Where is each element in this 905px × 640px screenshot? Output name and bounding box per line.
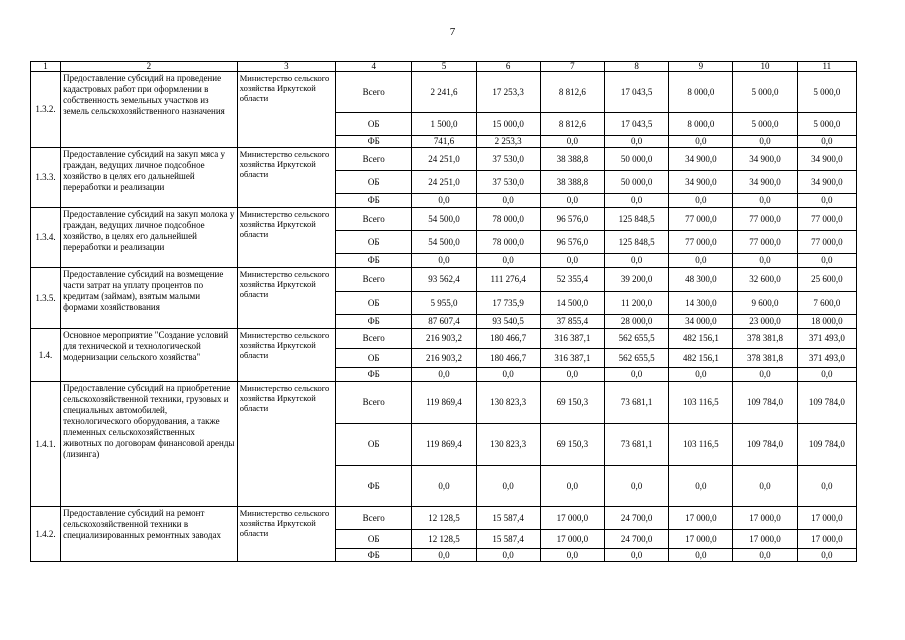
amount-cell: 17 000,0 bbox=[669, 507, 733, 530]
amount-cell: 17 043,5 bbox=[605, 113, 669, 136]
funding-source: ФБ bbox=[336, 136, 412, 148]
amount-cell: 28 000,0 bbox=[605, 315, 669, 329]
amount-cell: 7 600,0 bbox=[797, 292, 856, 315]
amount-cell: 0,0 bbox=[412, 466, 476, 507]
amount-cell: 371 493,0 bbox=[797, 329, 856, 349]
amount-cell: 23 000,0 bbox=[733, 315, 797, 329]
column-number: 2 bbox=[61, 62, 238, 72]
amount-cell: 54 500,0 bbox=[412, 231, 476, 254]
amount-cell: 8 000,0 bbox=[669, 113, 733, 136]
amount-cell: 54 500,0 bbox=[412, 208, 476, 231]
amount-cell: 0,0 bbox=[733, 466, 797, 507]
funding-source: ОБ bbox=[336, 349, 412, 368]
amount-cell: 25 600,0 bbox=[797, 268, 856, 292]
amount-cell: 77 000,0 bbox=[733, 208, 797, 231]
amount-cell: 77 000,0 bbox=[733, 231, 797, 254]
amount-cell: 2 253,3 bbox=[476, 136, 540, 148]
amount-cell: 103 116,5 bbox=[669, 424, 733, 466]
amount-cell: 0,0 bbox=[605, 368, 669, 382]
amount-cell: 111 276,4 bbox=[476, 268, 540, 292]
amount-cell: 0,0 bbox=[669, 136, 733, 148]
amount-cell: 77 000,0 bbox=[669, 208, 733, 231]
amount-cell: 0,0 bbox=[733, 368, 797, 382]
amount-cell: 0,0 bbox=[797, 194, 856, 208]
amount-cell: 15 000,0 bbox=[476, 113, 540, 136]
amount-cell: 180 466,7 bbox=[476, 349, 540, 368]
amount-cell: 17 253,3 bbox=[476, 72, 540, 113]
amount-cell: 741,6 bbox=[412, 136, 476, 148]
amount-cell: 0,0 bbox=[605, 254, 669, 268]
amount-cell: 34 900,0 bbox=[669, 171, 733, 194]
column-number-row bbox=[31, 62, 857, 72]
funding-source: ФБ bbox=[336, 368, 412, 382]
amount-cell: 0,0 bbox=[669, 254, 733, 268]
column-number: 10 bbox=[733, 62, 797, 72]
funding-source: ОБ bbox=[336, 113, 412, 136]
amount-cell: 125 848,5 bbox=[605, 231, 669, 254]
amount-cell: 50 000,0 bbox=[605, 148, 669, 171]
amount-cell: 17 735,9 bbox=[476, 292, 540, 315]
amount-cell: 0,0 bbox=[476, 466, 540, 507]
amount-cell: 0,0 bbox=[540, 549, 604, 562]
funding-source: ОБ bbox=[336, 530, 412, 549]
amount-cell: 8 812,6 bbox=[540, 113, 604, 136]
row-code: 1.4.2. bbox=[31, 507, 61, 562]
amount-cell: 0,0 bbox=[797, 254, 856, 268]
amount-cell: 17 000,0 bbox=[733, 507, 797, 530]
amount-cell: 109 784,0 bbox=[733, 424, 797, 466]
amount-cell: 0,0 bbox=[605, 194, 669, 208]
amount-cell: 562 655,5 bbox=[605, 349, 669, 368]
amount-cell: 5 000,0 bbox=[797, 72, 856, 113]
amount-cell: 482 156,1 bbox=[669, 349, 733, 368]
amount-cell: 2 241,6 bbox=[412, 72, 476, 113]
amount-cell: 87 607,4 bbox=[412, 315, 476, 329]
table-row bbox=[31, 208, 857, 231]
funding-source: ОБ bbox=[336, 231, 412, 254]
funding-source: Всего bbox=[336, 507, 412, 530]
column-number: 7 bbox=[540, 62, 604, 72]
amount-cell: 0,0 bbox=[669, 466, 733, 507]
column-number: 8 bbox=[605, 62, 669, 72]
amount-cell: 38 388,8 bbox=[540, 148, 604, 171]
column-number: 4 bbox=[336, 62, 412, 72]
amount-cell: 103 116,5 bbox=[669, 382, 733, 424]
amount-cell: 24 700,0 bbox=[605, 530, 669, 549]
amount-cell: 17 000,0 bbox=[540, 507, 604, 530]
amount-cell: 119 869,4 bbox=[412, 424, 476, 466]
row-name: Предоставление субсидий на проведение кадастровых работ при оформлении в собственность земельных участков из земель сельскохозяйственного назначения bbox=[61, 72, 238, 148]
amount-cell: 0,0 bbox=[476, 368, 540, 382]
column-number: 6 bbox=[476, 62, 540, 72]
amount-cell: 0,0 bbox=[669, 194, 733, 208]
amount-cell: 14 300,0 bbox=[669, 292, 733, 315]
amount-cell: 216 903,2 bbox=[412, 329, 476, 349]
row-name: Предоставление субсидий на приобретение сельскохозяйственной техники, грузовых и специальных автомобилей, технологического оборудования, а также племенных сельскохозяйственных животных по договорам финансовой аренды (лизинга) bbox=[61, 382, 238, 507]
amount-cell: 125 848,5 bbox=[605, 208, 669, 231]
amount-cell: 18 000,0 bbox=[797, 315, 856, 329]
amount-cell: 8 812,6 bbox=[540, 72, 604, 113]
column-number: 9 bbox=[669, 62, 733, 72]
amount-cell: 73 681,1 bbox=[605, 382, 669, 424]
table-row bbox=[31, 268, 857, 292]
amount-cell: 0,0 bbox=[733, 136, 797, 148]
amount-cell: 216 903,2 bbox=[412, 349, 476, 368]
amount-cell: 378 381,8 bbox=[733, 349, 797, 368]
funding-source: Всего bbox=[336, 208, 412, 231]
amount-cell: 78 000,0 bbox=[476, 231, 540, 254]
column-number: 11 bbox=[797, 62, 856, 72]
amount-cell: 96 576,0 bbox=[540, 208, 604, 231]
amount-cell: 17 000,0 bbox=[669, 530, 733, 549]
responsible-executor: Министерство сельского хозяйства Иркутской области bbox=[237, 268, 335, 329]
row-code: 1.3.5. bbox=[31, 268, 61, 329]
row-code: 1.4. bbox=[31, 329, 61, 382]
amount-cell: 130 823,3 bbox=[476, 382, 540, 424]
row-code: 1.4.1. bbox=[31, 382, 61, 507]
amount-cell: 0,0 bbox=[412, 254, 476, 268]
amount-cell: 24 251,0 bbox=[412, 171, 476, 194]
amount-cell: 119 869,4 bbox=[412, 382, 476, 424]
table-row bbox=[31, 382, 857, 424]
table-row bbox=[31, 507, 857, 530]
amount-cell: 371 493,0 bbox=[797, 349, 856, 368]
amount-cell: 17 000,0 bbox=[540, 530, 604, 549]
amount-cell: 17 000,0 bbox=[797, 507, 856, 530]
amount-cell: 17 000,0 bbox=[733, 530, 797, 549]
amount-cell: 0,0 bbox=[797, 549, 856, 562]
table-row bbox=[31, 329, 857, 349]
amount-cell: 77 000,0 bbox=[669, 231, 733, 254]
amount-cell: 482 156,1 bbox=[669, 329, 733, 349]
amount-cell: 0,0 bbox=[412, 194, 476, 208]
amount-cell: 52 355,4 bbox=[540, 268, 604, 292]
amount-cell: 0,0 bbox=[476, 194, 540, 208]
amount-cell: 77 000,0 bbox=[797, 208, 856, 231]
amount-cell: 1 500,0 bbox=[412, 113, 476, 136]
amount-cell: 0,0 bbox=[412, 368, 476, 382]
amount-cell: 5 955,0 bbox=[412, 292, 476, 315]
amount-cell: 38 388,8 bbox=[540, 171, 604, 194]
amount-cell: 0,0 bbox=[412, 549, 476, 562]
amount-cell: 0,0 bbox=[733, 549, 797, 562]
amount-cell: 17 043,5 bbox=[605, 72, 669, 113]
amount-cell: 34 000,0 bbox=[669, 315, 733, 329]
row-name: Предоставление субсидий на ремонт сельскохозяйственной техники в специализированных ремонтных заводах bbox=[61, 507, 238, 562]
amount-cell: 0,0 bbox=[540, 136, 604, 148]
amount-cell: 77 000,0 bbox=[797, 231, 856, 254]
funding-source: Всего bbox=[336, 148, 412, 171]
row-code: 1.3.4. bbox=[31, 208, 61, 268]
amount-cell: 78 000,0 bbox=[476, 208, 540, 231]
column-number: 5 bbox=[412, 62, 476, 72]
funding-source: Всего bbox=[336, 268, 412, 292]
amount-cell: 32 600,0 bbox=[733, 268, 797, 292]
responsible-executor: Министерство сельского хозяйства Иркутской области bbox=[237, 72, 335, 148]
amount-cell: 0,0 bbox=[733, 254, 797, 268]
funding-source: ФБ bbox=[336, 194, 412, 208]
responsible-executor: Министерство сельского хозяйства Иркутской области bbox=[237, 507, 335, 562]
funding-source: Всего bbox=[336, 382, 412, 424]
table-row bbox=[31, 148, 857, 171]
amount-cell: 0,0 bbox=[669, 368, 733, 382]
funding-source: ФБ bbox=[336, 315, 412, 329]
amount-cell: 0,0 bbox=[540, 194, 604, 208]
amount-cell: 34 900,0 bbox=[669, 148, 733, 171]
amount-cell: 12 128,5 bbox=[412, 530, 476, 549]
amount-cell: 69 150,3 bbox=[540, 424, 604, 466]
amount-cell: 96 576,0 bbox=[540, 231, 604, 254]
amount-cell: 0,0 bbox=[733, 194, 797, 208]
amount-cell: 15 587,4 bbox=[476, 507, 540, 530]
row-name: Предоставление субсидий на возмещение части затрат на уплату процентов по кредитам (займам), взятым малыми формами хозяйствования bbox=[61, 268, 238, 329]
row-name: Предоставление субсидий на закуп мяса у граждан, ведущих личное подсобное хозяйство в целях его дальнейшей переработки и реализации bbox=[61, 148, 238, 208]
amount-cell: 0,0 bbox=[797, 368, 856, 382]
amount-cell: 0,0 bbox=[476, 549, 540, 562]
amount-cell: 37 530,0 bbox=[476, 148, 540, 171]
amount-cell: 69 150,3 bbox=[540, 382, 604, 424]
amount-cell: 9 600,0 bbox=[733, 292, 797, 315]
amount-cell: 11 200,0 bbox=[605, 292, 669, 315]
amount-cell: 109 784,0 bbox=[797, 424, 856, 466]
amount-cell: 93 562,4 bbox=[412, 268, 476, 292]
page-number: 7 bbox=[449, 26, 456, 38]
amount-cell: 34 900,0 bbox=[797, 171, 856, 194]
amount-cell: 0,0 bbox=[797, 136, 856, 148]
row-code: 1.3.3. bbox=[31, 148, 61, 208]
funding-source: ФБ bbox=[336, 549, 412, 562]
amount-cell: 14 500,0 bbox=[540, 292, 604, 315]
row-name: Основное мероприятие "Создание условий для технической и технологической модернизации сельского хозяйства" bbox=[61, 329, 238, 382]
amount-cell: 0,0 bbox=[540, 368, 604, 382]
amount-cell: 34 900,0 bbox=[733, 148, 797, 171]
amount-cell: 37 530,0 bbox=[476, 171, 540, 194]
amount-cell: 24 700,0 bbox=[605, 507, 669, 530]
amount-cell: 378 381,8 bbox=[733, 329, 797, 349]
amount-cell: 5 000,0 bbox=[797, 113, 856, 136]
amount-cell: 8 000,0 bbox=[669, 72, 733, 113]
funding-source: ОБ bbox=[336, 171, 412, 194]
amount-cell: 50 000,0 bbox=[605, 171, 669, 194]
amount-cell: 0,0 bbox=[540, 466, 604, 507]
responsible-executor: Министерство сельского хозяйства Иркутской области bbox=[237, 382, 335, 507]
amount-cell: 0,0 bbox=[605, 466, 669, 507]
table-row bbox=[31, 72, 857, 113]
amount-cell: 316 387,1 bbox=[540, 329, 604, 349]
amount-cell: 93 540,5 bbox=[476, 315, 540, 329]
funding-source: ФБ bbox=[336, 254, 412, 268]
responsible-executor: Министерство сельского хозяйства Иркутской области bbox=[237, 208, 335, 268]
amount-cell: 17 000,0 bbox=[797, 530, 856, 549]
column-number: 3 bbox=[237, 62, 335, 72]
row-name: Предоставление субсидий на закуп молока у граждан, ведущих личное подсобное хозяйство, в целях его дальнейшей переработки и реализации bbox=[61, 208, 238, 268]
amount-cell: 5 000,0 bbox=[733, 72, 797, 113]
funding-source: ОБ bbox=[336, 292, 412, 315]
amount-cell: 0,0 bbox=[797, 466, 856, 507]
amount-cell: 130 823,3 bbox=[476, 424, 540, 466]
budget-table bbox=[30, 61, 857, 562]
amount-cell: 0,0 bbox=[669, 549, 733, 562]
funding-source: ФБ bbox=[336, 466, 412, 507]
table-body bbox=[31, 62, 857, 562]
amount-cell: 73 681,1 bbox=[605, 424, 669, 466]
amount-cell: 5 000,0 bbox=[733, 113, 797, 136]
column-number: 1 bbox=[31, 62, 61, 72]
amount-cell: 48 300,0 bbox=[669, 268, 733, 292]
amount-cell: 180 466,7 bbox=[476, 329, 540, 349]
row-code: 1.3.2. bbox=[31, 72, 61, 148]
amount-cell: 34 900,0 bbox=[797, 148, 856, 171]
responsible-executor: Министерство сельского хозяйства Иркутской области bbox=[237, 148, 335, 208]
amount-cell: 0,0 bbox=[605, 136, 669, 148]
funding-source: Всего bbox=[336, 72, 412, 113]
responsible-executor: Министерство сельского хозяйства Иркутской области bbox=[237, 329, 335, 382]
amount-cell: 24 251,0 bbox=[412, 148, 476, 171]
amount-cell: 109 784,0 bbox=[797, 382, 856, 424]
amount-cell: 34 900,0 bbox=[733, 171, 797, 194]
amount-cell: 0,0 bbox=[540, 254, 604, 268]
amount-cell: 0,0 bbox=[605, 549, 669, 562]
amount-cell: 12 128,5 bbox=[412, 507, 476, 530]
amount-cell: 37 855,4 bbox=[540, 315, 604, 329]
amount-cell: 562 655,5 bbox=[605, 329, 669, 349]
amount-cell: 109 784,0 bbox=[733, 382, 797, 424]
amount-cell: 316 387,1 bbox=[540, 349, 604, 368]
amount-cell: 0,0 bbox=[476, 254, 540, 268]
funding-source: ОБ bbox=[336, 424, 412, 466]
amount-cell: 15 587,4 bbox=[476, 530, 540, 549]
amount-cell: 39 200,0 bbox=[605, 268, 669, 292]
funding-source: Всего bbox=[336, 329, 412, 349]
